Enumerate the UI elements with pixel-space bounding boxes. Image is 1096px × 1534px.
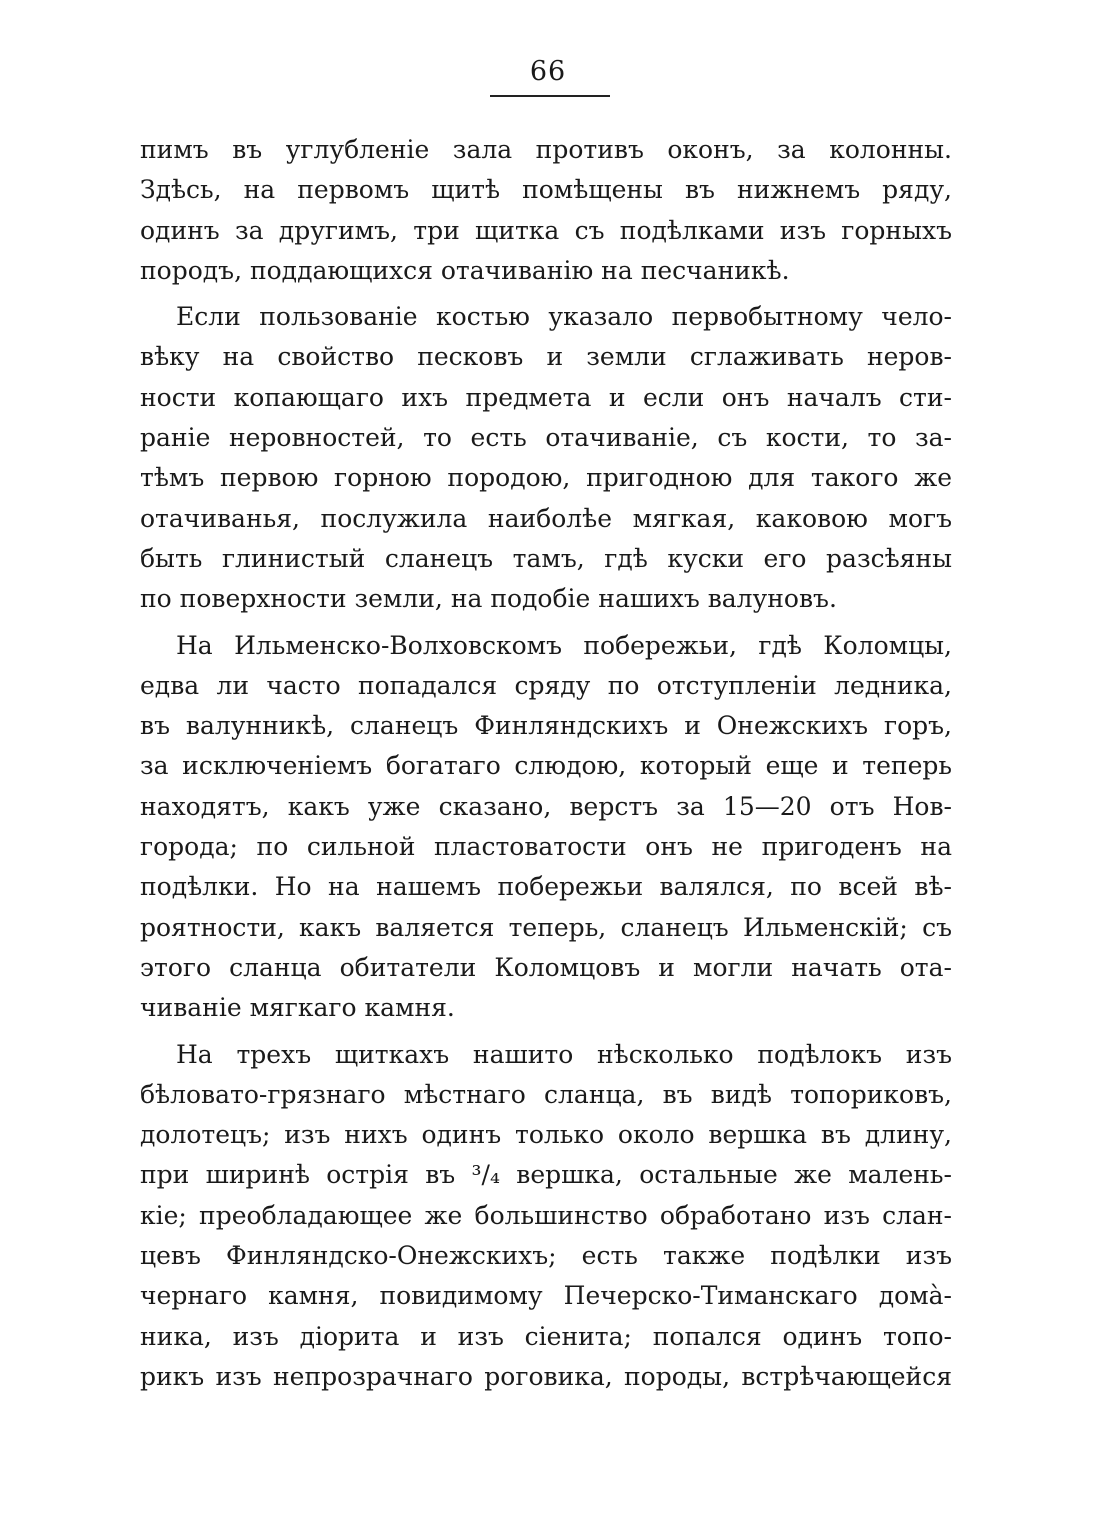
page-number-rule	[490, 95, 610, 97]
text-line: города; по сильной пластоватости онъ не пригоденъ на	[140, 832, 952, 862]
text-line: породъ, поддающихся отачиванію на песчаникѣ.	[140, 255, 790, 285]
paragraph-1	[140, 130, 952, 291]
text-line: На трехъ щиткахъ нашито нѣсколько подѣлокъ изъ	[176, 1039, 952, 1069]
text-line: долотецъ; изъ нихъ одинъ только около вершка въ длину,	[140, 1120, 952, 1150]
text-line: Если пользованіе костью указало первобытному чело-	[176, 302, 952, 332]
text-line: рикъ изъ непрозрачнаго роговика, породы, встрѣчающейся	[140, 1361, 952, 1391]
text-line: вѣку на свойство песковъ и земли сглаживать неров-	[140, 342, 952, 372]
text-line: роятности, какъ валяется теперь, сланецъ Ильменскій; съ	[140, 912, 952, 942]
text-line: за исключеніемъ богатаго слюдою, который еще и теперь	[140, 751, 952, 781]
body-text	[140, 130, 952, 1403]
text-line: находятъ, какъ уже сказано, верстъ за 15—20 отъ Нов-	[140, 791, 952, 821]
text-line: Здѣсь, на первомъ щитѣ помѣщены въ нижнемъ ряду,	[140, 175, 952, 205]
text-line: раніе неровностей, то есть отачиваніе, съ кости, то за-	[140, 423, 952, 453]
text-line: одинъ за другимъ, три щитка съ подѣлками изъ горныхъ	[140, 215, 952, 245]
text-line: ника, изъ діорита и изъ сіенита; попался одинъ топо-	[140, 1321, 952, 1351]
text-line: чиваніе мягкаго камня.	[140, 993, 455, 1023]
text-line: На Ильменско-Волховскомъ побережьи, гдѣ Коломцы,	[176, 630, 952, 660]
text-line: отачиванья, послужила наиболѣе мягкая, каковою могъ	[140, 503, 952, 533]
text-line: кіе; преобладающее же большинство обработано изъ слан-	[140, 1200, 952, 1230]
text-line: въ валунникѣ, сланецъ Финляндскихъ и Онежскихъ горъ,	[140, 711, 952, 741]
page-number: 66	[529, 56, 567, 87]
text-line: подѣлки. Но на нашемъ побережьи валялся, по всей вѣ-	[140, 872, 952, 902]
text-line: едва ли часто попадался сряду по отступленіи ледника,	[140, 670, 952, 700]
paragraph-3	[140, 626, 952, 1029]
text-line: по поверхности земли, на подобіе нашихъ валуновъ.	[140, 584, 837, 614]
text-line: цевъ Финляндско-Онежскихъ; есть также подѣлки изъ	[140, 1241, 952, 1271]
text-line: чернаго камня, повидимому Печерско-Тиманскаго домà-	[140, 1281, 952, 1311]
text-line: быть глинистый сланецъ тамъ, гдѣ куски его разсѣяны	[140, 543, 952, 573]
text-line: пимъ въ углубленіе зала противъ оконъ, за колонны.	[140, 135, 952, 164]
text-line: тѣмъ первою горною породою, пригодною для такого же	[140, 463, 952, 493]
text-line: бѣловато-грязнаго мѣстнаго сланца, въ видѣ топориковъ,	[140, 1079, 952, 1109]
text-line: при ширинѣ острія въ ³/₄ вершка, остальные же малень-	[140, 1160, 952, 1190]
text-line: этого сланца обитатели Коломцовъ и могли начать ота-	[140, 952, 952, 982]
paragraph-4	[140, 1035, 952, 1398]
text-line: ности копающаго ихъ предмета и если онъ началъ сти-	[140, 382, 952, 412]
paragraph-2	[140, 297, 952, 619]
